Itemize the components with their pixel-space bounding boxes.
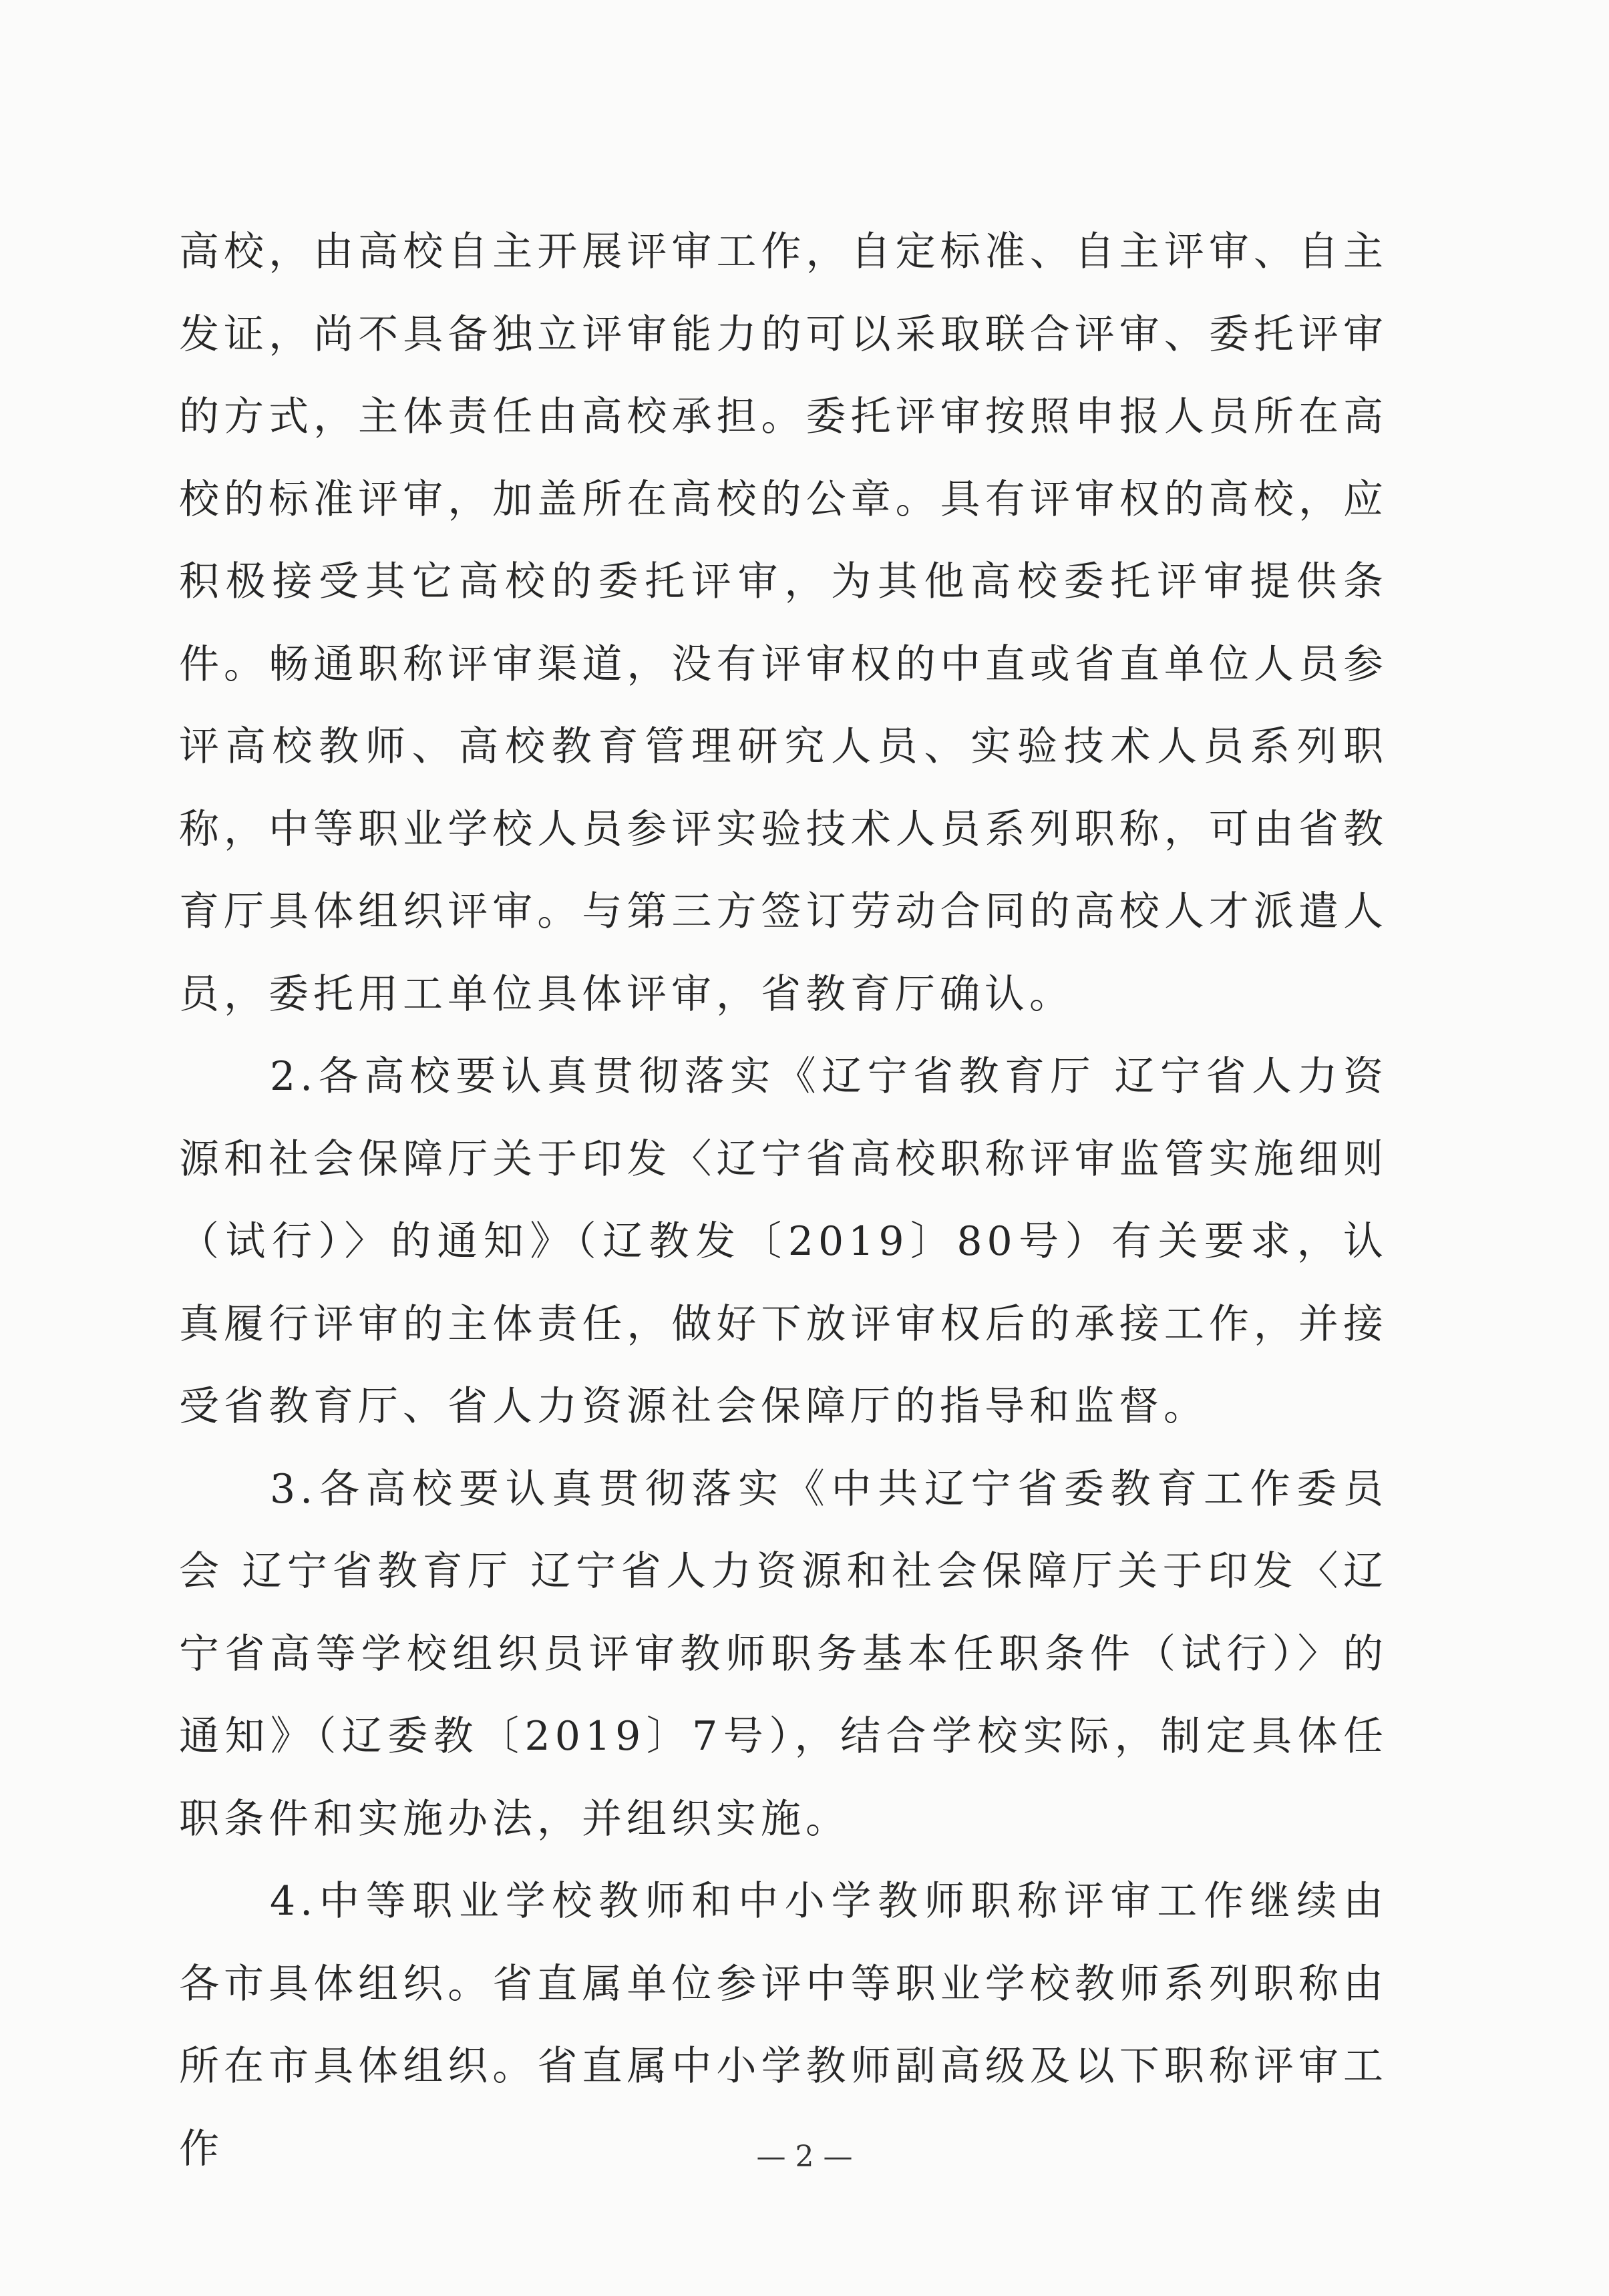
paragraph-continuation: 高校，由高校自主开展评审工作，自定标准、自主评审、自主发证，尚不具备独立评审能力的可以采取联合评审、委托评审的方式，主体责任由高校承担。委托评审按照申报人员所在高校的标准评审，加盖所在高校的公章。具有评审权的高校，应积极接受其它高校的委托评审，为其他高校委托评审提供条件。畅通职称评审渠道，没有评审权的中直或省直单位人员参评高校教师、高校教育管理研究人员、实验技术人员系列职称，中等职业学校人员参评实验技术人员系列职称，可由省教育厅具体组织评审。与第三方签订劳动合同的高校人才派遣人员，委托用工单位具体评审，省教育厅确认。: [179, 228, 1388, 1018]
paragraph-item-3: 3.各高校要认真贯彻落实《中共辽宁省委教育工作委员会 辽宁省教育厅 辽宁省人力资源和社会保障厅关于印发〈辽宁省高等学校组织员评审教师职务基本任职条件（试行）〉的通知》（辽委教〔2019〕7号），结合学校实际，制定具体任职条件和实施办法，并组织实施。: [179, 1465, 1388, 1843]
document-body: [179, 211, 1388, 2190]
page-number: — 2 —: [756, 2140, 853, 2174]
paragraph-item-4: 4.中等职业学校教师和中小学教师职称评审工作继续由各市具体组织。省直属单位参评中等职业学校教师系列职称由所在市具体组织。省直属中小学教师副高级及以下职称评审工作: [179, 1878, 1388, 2172]
paragraph-item-2: 2.各高校要认真贯彻落实《辽宁省教育厅 辽宁省人力资源和社会保障厅关于印发〈辽宁省高校职称评审监管实施细则（试行）〉的通知》（辽教发〔2019〕80号）有关要求，认真履行评审的主体责任，做好下放评审权后的承接工作，并接受省教育厅、省人力资源社会保障厅的指导和监督。: [179, 1053, 1388, 1430]
